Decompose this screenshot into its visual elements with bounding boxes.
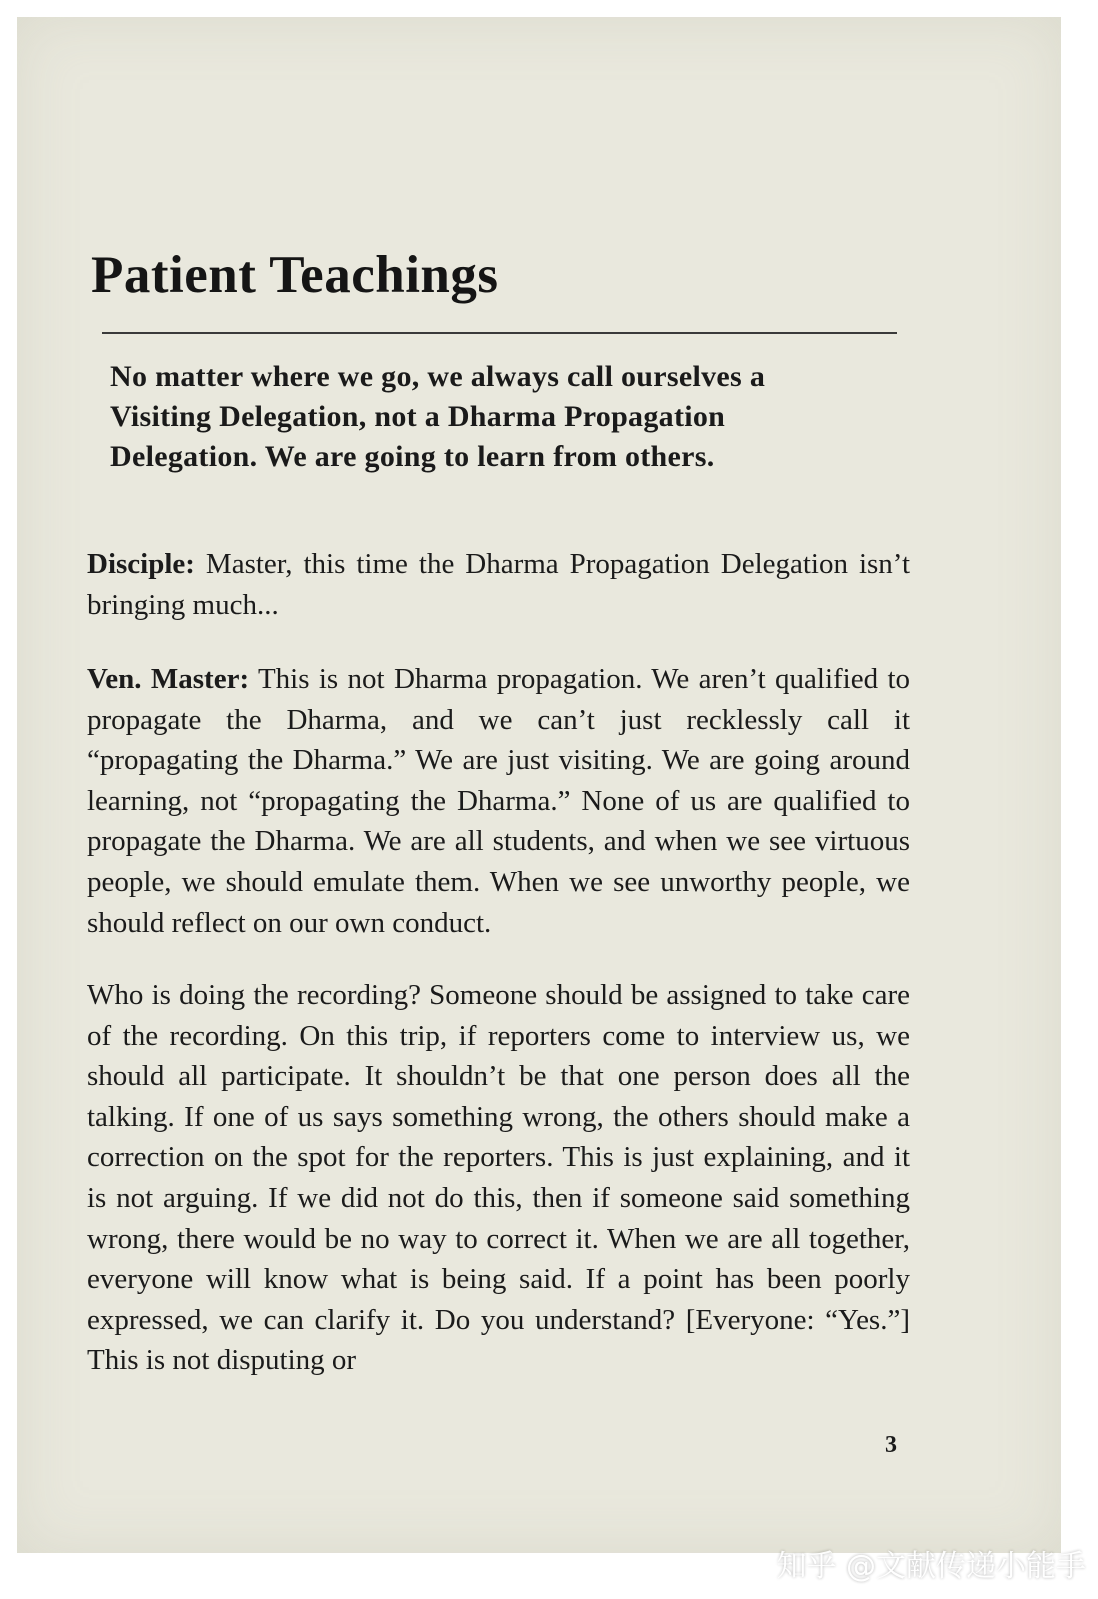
epigraph: No matter where we go, we always call ourselves a Visiting Delegation, not a Dharma Propagation Delegation. We are going to learn from others. bbox=[110, 360, 766, 473]
paragraph-text: This is not Dharma propagation. We aren’t qualified to propagate the Dharma, and we can’t just recklessly call it “propagating the Dharma.” We are just visiting. We are going around learning, not “propagating the Dharma.” None of us are qualified to propagate the Dharma. We are all students, and when we see virtuous people, we should emulate them. When we see unworthy people, we should reflect on our own conduct. bbox=[87, 663, 911, 939]
page-number: 3 bbox=[885, 1432, 897, 1458]
paragraph-master bbox=[87, 659, 910, 943]
paragraph-recording: Who is doing the recording? Someone should be assigned to take care of the recording. On this trip, if reporters come to interview us, we should all participate. It shouldn’t be that one person does all the talking. If one of us says something wrong, the others should make a correction on the spot for the reporters. This is just explaining, and it is not arguing. If we did not do this, then if someone said something wrong, there would be no way to correct it. When we are all together, everyone will know what is being said. If a point has been poorly expressed, we can clarify it. Do you understand? [Everyone: “Yes.”] This is not disputing or bbox=[87, 979, 910, 1377]
speaker-label: Ven. Master: bbox=[87, 663, 250, 695]
paragraph-text: Master, this time the Dharma Propagation Delegation isn’t bringing much... bbox=[87, 548, 910, 621]
watermark: 知乎 @文献传递小能手 bbox=[776, 1549, 1086, 1584]
title-divider bbox=[102, 332, 897, 334]
speaker-label: Disciple: bbox=[87, 548, 195, 580]
paragraph-disciple bbox=[87, 544, 910, 625]
chapter-title: Patient Teachings bbox=[91, 246, 499, 304]
book-page bbox=[17, 17, 1061, 1553]
